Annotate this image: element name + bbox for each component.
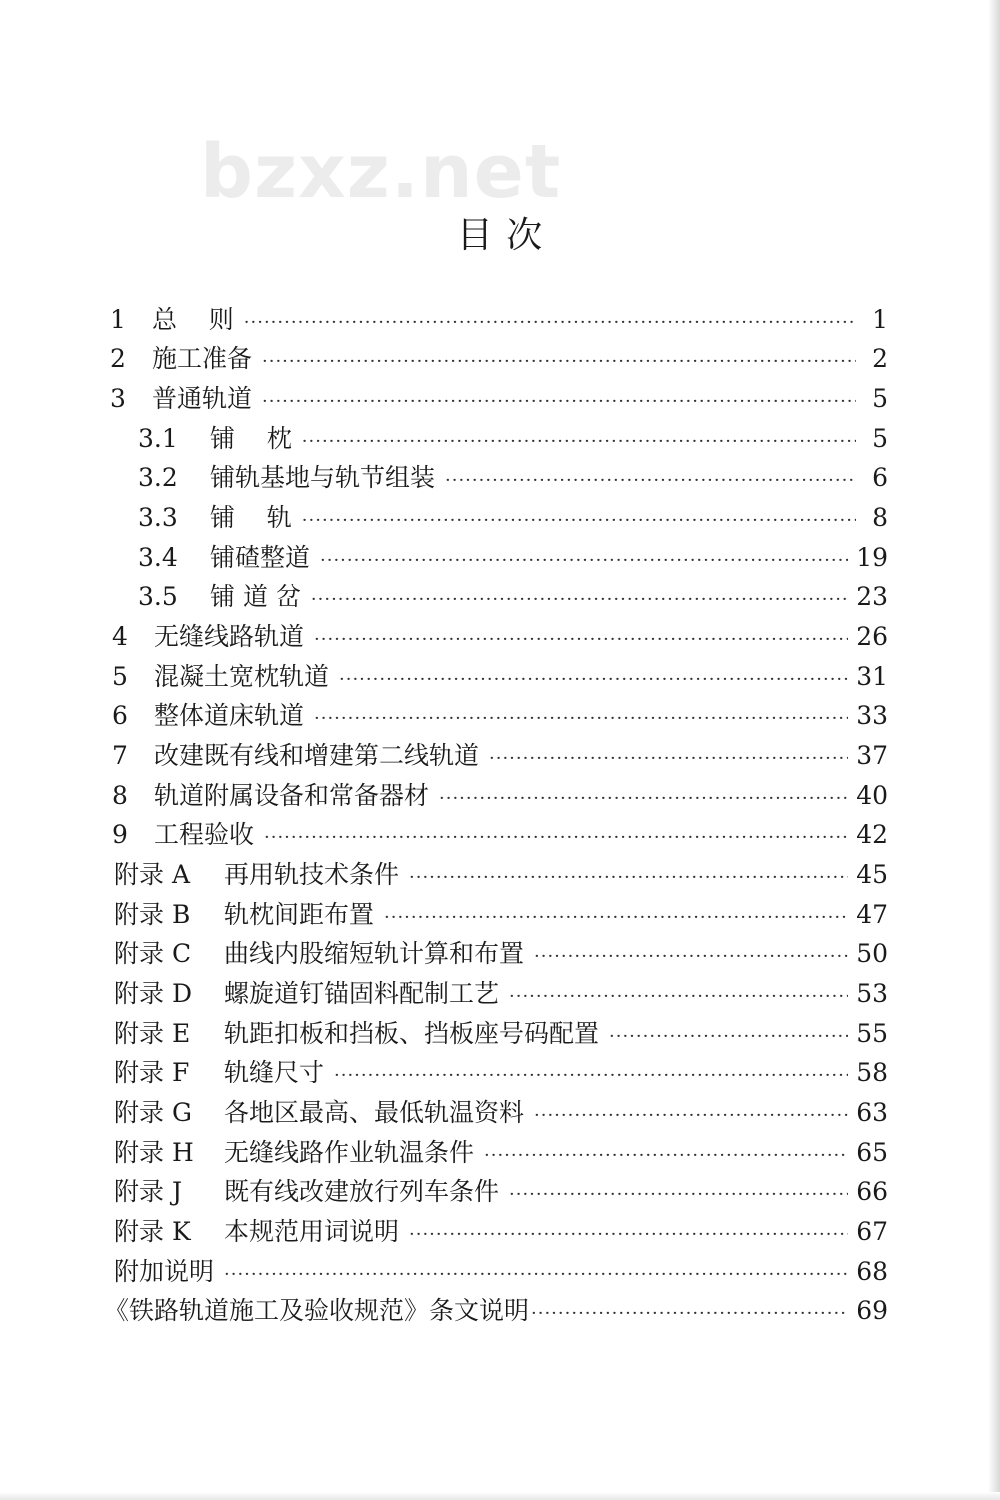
toc-page: 42 (856, 820, 888, 849)
toc-leader (314, 620, 848, 659)
toc-title: 本规范用词说明 (224, 1217, 400, 1246)
toc-leader (244, 303, 856, 342)
toc-subentry[interactable] (138, 498, 888, 537)
toc-leader (264, 818, 848, 857)
toc-title: 螺旋道钉锚固料配制工艺 (224, 979, 500, 1008)
toc-title: 各地区最高、最低轨温资料 (224, 1098, 525, 1127)
toc-leader (262, 382, 856, 421)
toc-appendix-entry[interactable] (114, 855, 888, 894)
toc-appendix-entry[interactable] (114, 1053, 888, 1092)
toc-leader (224, 1255, 848, 1294)
toc-title: 铺 枕 (210, 424, 292, 453)
toc-page: 50 (856, 939, 888, 968)
toc-page: 6 (872, 463, 888, 492)
toc-page: 47 (856, 900, 888, 929)
toc-page: 19 (856, 543, 888, 572)
toc-title: 工程验收 (154, 820, 255, 849)
toc-number: 5 (112, 662, 128, 691)
toc-number: 附录 H (114, 1138, 194, 1167)
toc-page: 68 (856, 1257, 888, 1286)
toc-number: 附录 J (114, 1177, 182, 1206)
toc-appendix-entry[interactable] (114, 1093, 888, 1132)
toc-page: 5 (872, 424, 888, 453)
toc-leader (534, 1096, 848, 1135)
toc-entry[interactable] (112, 815, 888, 854)
toc-leader (302, 422, 856, 461)
toc-entry[interactable] (110, 300, 888, 339)
toc-page: 69 (856, 1296, 888, 1325)
toc-title: 整体道床轨道 (154, 701, 305, 730)
toc-page: 1 (872, 305, 888, 334)
toc-number: 3.3 (138, 503, 178, 532)
toc-entry-additional-notes[interactable] (114, 1252, 888, 1291)
toc-entry[interactable] (112, 696, 888, 735)
toc-appendix-entry[interactable] (114, 1212, 888, 1251)
toc-entry[interactable] (112, 776, 888, 815)
toc-page: 40 (856, 781, 888, 810)
toc-number: 3.4 (138, 543, 178, 572)
toc-title: 普通轨道 (152, 384, 253, 413)
toc-page: 33 (856, 701, 888, 730)
toc-title: 再用轨技术条件 (224, 860, 400, 889)
toc-page: 63 (856, 1098, 888, 1127)
toc-leader (314, 699, 848, 738)
toc-leader (509, 977, 848, 1016)
toc-page: 37 (856, 741, 888, 770)
toc-page: 66 (856, 1177, 888, 1206)
toc-number: 3 (110, 384, 126, 413)
toc-appendix-entry[interactable] (114, 1014, 888, 1053)
toc-number: 附录 C (114, 939, 192, 968)
toc-page: 53 (856, 979, 888, 1008)
toc-leader (384, 898, 848, 937)
toc-page: 31 (856, 662, 888, 691)
toc-entry[interactable] (112, 736, 888, 775)
toc-title: 改建既有线和增建第二线轨道 (154, 741, 480, 770)
toc-title: 曲线内股缩短轨计算和布置 (224, 939, 525, 968)
toc-title: 无缝线路轨道 (154, 622, 305, 651)
toc-appendix-entry[interactable] (114, 1133, 888, 1172)
toc-leader (302, 501, 856, 540)
toc-title: 轨缝尺寸 (224, 1058, 325, 1087)
toc-subentry[interactable] (138, 577, 888, 616)
toc-appendix-entry[interactable] (114, 1172, 888, 1211)
toc-title: 铺碴整道 (210, 543, 311, 572)
toc-subentry[interactable] (138, 419, 888, 458)
toc-page: 2 (872, 344, 888, 373)
toc-number: 1 (110, 305, 126, 334)
toc-leader (489, 739, 848, 778)
toc-title: 轨枕间距布置 (224, 900, 375, 929)
toc-title: 轨距扣板和挡板、挡板座号码配置 (224, 1019, 600, 1048)
toc-leader (409, 858, 848, 897)
toc-number: 附录 B (114, 900, 191, 929)
toc-number: 附录 E (114, 1019, 191, 1048)
toc-subentry[interactable] (138, 538, 888, 577)
toc-leader (409, 1215, 848, 1254)
toc-leader (509, 1175, 848, 1214)
toc-number: 6 (112, 701, 128, 730)
toc-number: 7 (112, 741, 128, 770)
toc-title: 铺 道 岔 (210, 582, 301, 611)
toc-title: 《铁路轨道施工及验收规范》条文说明 (104, 1296, 530, 1325)
toc-leader (339, 660, 848, 699)
page-title: 目 次 (456, 215, 544, 256)
toc-number: 3.1 (138, 424, 178, 453)
toc-leader (484, 1136, 848, 1175)
toc-entry[interactable] (110, 339, 888, 378)
toc-number: 附录 F (114, 1058, 190, 1087)
toc-number: 附录 A (114, 860, 191, 889)
toc-title: 铺 轨 (210, 503, 292, 532)
toc-title: 施工准备 (152, 344, 253, 373)
toc-page: 5 (872, 384, 888, 413)
toc-leader (609, 1017, 848, 1056)
watermark: bzxz.net (200, 129, 562, 215)
toc-number: 附录 D (114, 979, 192, 1008)
toc-leader (320, 541, 848, 580)
toc-page: 26 (856, 622, 888, 651)
toc-title: 铺轨基地与轨节组装 (210, 463, 436, 492)
toc-leader (445, 461, 856, 500)
toc-leader (311, 580, 848, 619)
toc-page: 8 (872, 503, 888, 532)
toc-leader (262, 342, 856, 381)
toc-title: 无缝线路作业轨温条件 (224, 1138, 475, 1167)
toc-leader (534, 937, 848, 976)
toc-title: 轨道附属设备和常备器材 (154, 781, 430, 810)
toc-page: 65 (856, 1138, 888, 1167)
toc-number: 3.5 (138, 582, 178, 611)
toc-leader (334, 1056, 848, 1095)
toc-title: 混凝土宽枕轨道 (154, 662, 330, 691)
toc-leader (439, 779, 848, 818)
toc-title: 总 则 (152, 305, 234, 334)
toc-appendix-entry[interactable] (114, 974, 888, 1013)
toc-page: 55 (856, 1019, 888, 1048)
toc-entry-clause-explanation[interactable] (104, 1291, 888, 1330)
toc-page: 67 (856, 1217, 888, 1246)
toc-entry[interactable] (110, 379, 888, 418)
toc-leader (531, 1294, 848, 1333)
toc-page: 23 (856, 582, 888, 611)
toc-number: 9 (112, 820, 128, 849)
toc-number: 4 (112, 622, 128, 651)
toc-number: 附录 G (114, 1098, 192, 1127)
toc-number: 8 (112, 781, 128, 810)
toc-page: 58 (856, 1058, 888, 1087)
toc-appendix-entry[interactable] (114, 934, 888, 973)
toc-page: 45 (856, 860, 888, 889)
page-bottom-shadow (0, 1492, 1000, 1500)
toc-subentry[interactable] (138, 458, 888, 497)
toc-title: 既有线改建放行列车条件 (224, 1177, 500, 1206)
toc-number: 2 (110, 344, 126, 373)
toc-entry[interactable] (112, 657, 888, 696)
toc-number: 附录 K (114, 1217, 191, 1246)
toc-title: 附加说明 (114, 1257, 215, 1286)
toc-entry[interactable] (112, 617, 888, 656)
toc-number: 3.2 (138, 463, 178, 492)
toc-appendix-entry[interactable] (114, 895, 888, 934)
